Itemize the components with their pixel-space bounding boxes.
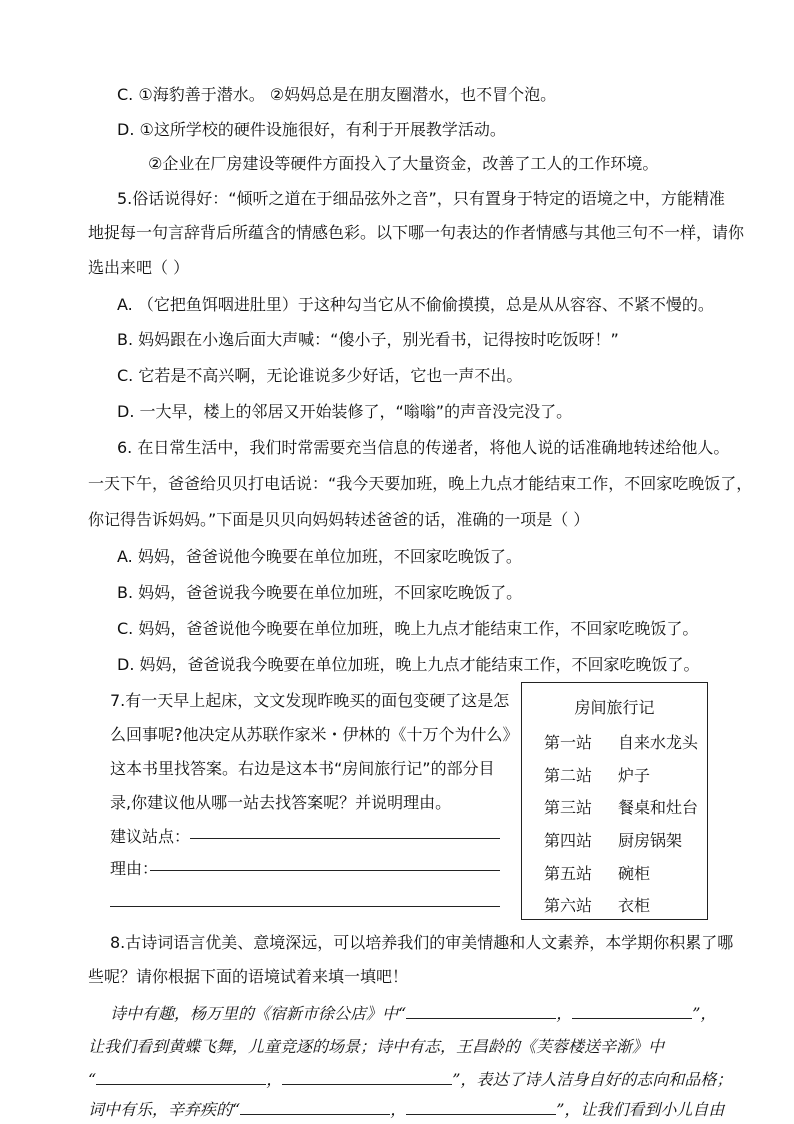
catalog-row: [544, 730, 698, 753]
q8-blank-6[interactable]: [406, 1098, 556, 1115]
catalog-row: [544, 763, 650, 786]
catalog-station: 第五站: [544, 864, 593, 883]
q5-option-c: C. 它若是不高兴啊，无论谁说多少好话，它也一声不出。: [117, 366, 523, 385]
q6-stem-line2: 一天下午，爸爸给贝贝打电话说：“我今天要加班，晚上九点才能结束工作，不回家吃晚饭了，: [88, 474, 753, 493]
catalog-station: 第一站: [544, 733, 593, 752]
q8-line4-text-b: ，: [390, 1100, 407, 1119]
catalog-station: 第二站: [544, 766, 593, 785]
q8-line3-text-b: ，: [266, 1070, 283, 1089]
q4-option-c: C. ①海豹善于潜水。 ②妈妈总是在朋友圈潜水，也不冒个泡。: [117, 85, 557, 104]
q4-option-d2: ②企业在厂房建设等硬件方面投入了大量资金，改善了工人的工作环境。: [148, 154, 659, 173]
catalog-title: 房间旅行记: [574, 698, 655, 717]
q7-stem-line3: 这本书里找答案。右边是这本书“房间旅行记”的部分目: [110, 759, 495, 778]
catalog-place: 餐桌和灶台: [618, 798, 699, 817]
q8-line1-text-a: 诗中有趣，杨万里的《宿新市徐公店》中“: [110, 1004, 407, 1023]
q7-reason-label: 理由：: [110, 859, 159, 878]
q6-option-d: D. 妈妈，爸爸说我今晚要在单位加班，晚上九点才能结束工作，不回家吃晚饭了。: [117, 655, 700, 674]
q8-fill-line1: [110, 1002, 716, 1025]
q7-stem-line2: 么回事呢?他决定从苏联作家米・伊林的《十万个为什么》: [110, 725, 519, 744]
q6-option-b: B. 妈妈，爸爸说我今晚要在单位加班，不回家吃晚饭了。: [117, 583, 523, 602]
q8-fill-line4: [88, 1098, 724, 1121]
q8-blank-3[interactable]: [96, 1068, 266, 1085]
catalog-row: [544, 861, 650, 884]
q7-station-label: 建议站点：: [110, 827, 191, 846]
q5-option-a: A. （它把鱼饵咽进肚里）于这种勾当它从不偷偷摸摸，总是从从容容、不紧不慢的。: [117, 295, 714, 314]
catalog-row: [544, 828, 682, 851]
q8-fill-line2: 让我们看到黄蝶飞舞，儿童竞逐的场景；诗中有志，王昌龄的《芙蓉楼送辛渐》中: [88, 1037, 665, 1056]
q8-line4-text-c: ”，让我们看到小儿自由: [556, 1100, 725, 1119]
q8-line4-text-a: 词中有乐，辛弃疾的“: [88, 1100, 241, 1119]
q5-stem-line3: 选出来吧（ ）: [88, 258, 190, 277]
q6-option-a: A. 妈妈，爸爸说他今晚要在单位加班，不回家吃晚饭了。: [117, 547, 522, 566]
catalog-row: [544, 893, 650, 916]
catalog-box: [521, 682, 708, 920]
q4-option-d1: D. ①这所学校的硬件设施很好，有利于开展教学活动。: [117, 120, 506, 139]
q5-option-b: B. 妈妈跟在小逸后面大声喊：“傻小子，别光看书，记得按时吃饭呀！”: [117, 330, 619, 349]
q5-stem-line1: 5.俗话说得好：“倾听之道在于细品弦外之音”，只有置身于特定的语境之中，方能精准: [117, 189, 725, 208]
q8-blank-2[interactable]: [572, 1002, 692, 1019]
catalog-place: 自来水龙头: [618, 733, 699, 752]
q8-fill-line3: [88, 1068, 732, 1091]
q8-line3-text-c: ”，表达了诗人洁身自好的志向和品格；: [452, 1070, 733, 1089]
q8-stem-line1: 8.古诗词语言优美、意境深远，可以培养我们的审美情趣和人文素养，本学期你积累了哪: [110, 933, 734, 952]
catalog-row: [544, 795, 698, 818]
q8-line1-text-b: ，: [556, 1004, 573, 1023]
q6-stem-line1: 6. 在日常生活中，我们时常需要充当信息的传递者，将他人说的话准确地转述给他人。: [117, 438, 730, 457]
q7-station-answer-line[interactable]: [190, 838, 500, 839]
q7-stem-line1: 7.有一天早上起床，文文发现昨晚买的面包变硬了这是怎: [110, 691, 510, 710]
q8-blank-5[interactable]: [240, 1098, 390, 1115]
q6-stem-line3: 你记得告诉妈妈。”下面是贝贝向妈妈转述爸爸的话，准确的一项是（ ）: [88, 510, 590, 529]
q7-reason-answer-line-1[interactable]: [150, 870, 500, 871]
q5-option-d: D. 一大早，楼上的邻居又开始装修了，“嗡嗡”的声音没完没了。: [117, 402, 573, 421]
q8-blank-4[interactable]: [282, 1068, 452, 1085]
catalog-station: 第四站: [544, 831, 593, 850]
q6-option-c: C. 妈妈，爸爸说他今晚要在单位加班，晚上九点才能结束工作，不回家吃晚饭了。: [117, 619, 699, 638]
q8-blank-1[interactable]: [406, 1002, 556, 1019]
catalog-place: 衣柜: [618, 896, 651, 915]
q8-line3-text-a: “: [88, 1070, 97, 1089]
q7-stem-line4: 录,你建议他从哪一站去找答案呢？并说明理由。: [110, 793, 452, 812]
q8-stem-line2: 些呢？请你根据下面的语境试着来填一填吧！: [88, 967, 409, 986]
q5-stem-line2: 地捉每一句言辞背后所蕴含的情感色彩。以下哪一句表达的作者情感与其他三句不一样，请你: [88, 223, 745, 242]
catalog-place: 炉子: [618, 766, 651, 785]
catalog-place: 厨房锅架: [618, 831, 683, 850]
q8-line1-text-c: ”，: [692, 1004, 717, 1023]
q7-reason-answer-line-2[interactable]: [110, 906, 500, 907]
catalog-station: 第六站: [544, 896, 593, 915]
catalog-station: 第三站: [544, 798, 593, 817]
catalog-place: 碗柜: [618, 864, 651, 883]
